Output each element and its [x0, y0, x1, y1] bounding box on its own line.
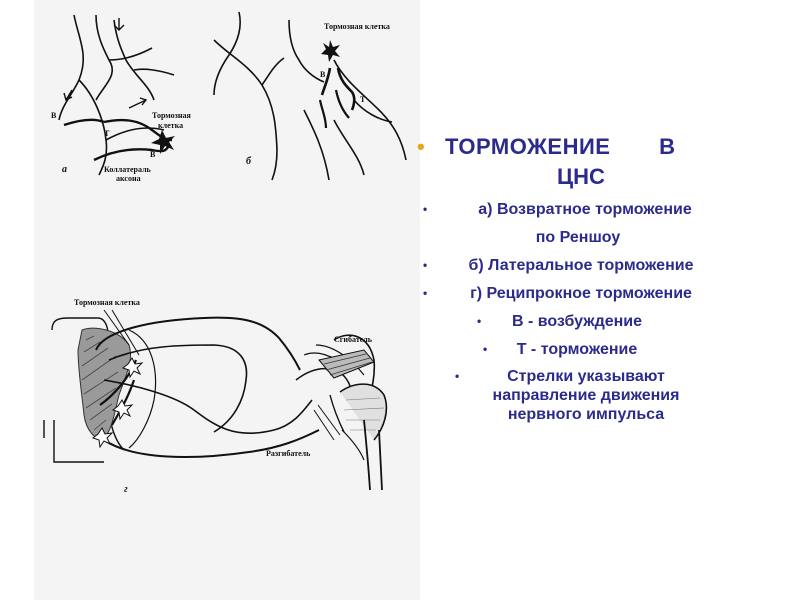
- list-item: [405, 200, 745, 219]
- list-item-text: а) Возвратное торможение: [478, 201, 692, 218]
- label-b-b: В: [320, 70, 326, 79]
- list-item: [405, 340, 745, 359]
- label-a-b: В: [51, 111, 57, 120]
- list-item-text: Т - торможение: [516, 341, 638, 358]
- label-b-inhib: Тормозная клетка: [324, 22, 390, 31]
- bullet-icon: •: [477, 314, 482, 328]
- list-item-text: Стрелки указывают направление движения нервного импульса: [492, 368, 680, 423]
- list-item-text: г) Реципрокное торможение: [470, 285, 692, 302]
- inhibition-diagrams: [34, 0, 420, 600]
- bullet-icon: •: [423, 202, 428, 216]
- list-item: [405, 228, 745, 247]
- label-b-t: Т: [360, 95, 366, 104]
- label-a-b2: В: [150, 150, 156, 159]
- label-b-letter: б: [246, 156, 251, 167]
- list-item-text: В - возбуждение: [511, 313, 643, 330]
- list-item: [405, 256, 745, 275]
- list-item-text: б) Латеральное торможение: [468, 257, 694, 274]
- bullet-icon: •: [423, 258, 428, 272]
- bullet-icon: •: [423, 286, 428, 300]
- title-bullet-icon: •: [417, 134, 425, 159]
- list-item-text: по Реншоу: [535, 229, 621, 246]
- label-g-letter: г: [124, 484, 128, 495]
- list-item: [405, 284, 745, 303]
- text-panel: [405, 132, 745, 424]
- list-item: [405, 312, 745, 331]
- title-line2: ЦНС: [557, 164, 605, 189]
- bullet-icon: •: [455, 369, 460, 383]
- title-line1: ТОРМОЖЕНИЕ В: [445, 134, 676, 159]
- label-a-t: Т: [104, 129, 110, 138]
- list-item: [405, 367, 745, 424]
- diagram-b: [214, 12, 406, 180]
- label-g-flexor: Сгибатель: [334, 335, 373, 344]
- label-a-collateral-1: Коллатераль: [104, 165, 151, 174]
- label-a-collateral-2: аксона: [116, 174, 141, 183]
- label-a-inhib-2: клетка: [158, 121, 184, 130]
- inhibitory-cell-b: [321, 40, 340, 62]
- label-a-letter: а: [62, 164, 67, 175]
- label-a-inhib-1: Тормозная: [152, 111, 191, 120]
- figure-panel: [34, 0, 420, 600]
- label-g-extensor: Разгибатель: [266, 449, 311, 458]
- bullet-icon: •: [483, 342, 488, 356]
- label-g-inhib: Тормозная клетка: [74, 298, 140, 307]
- diagram-a: [59, 15, 174, 175]
- title-row: [405, 132, 745, 192]
